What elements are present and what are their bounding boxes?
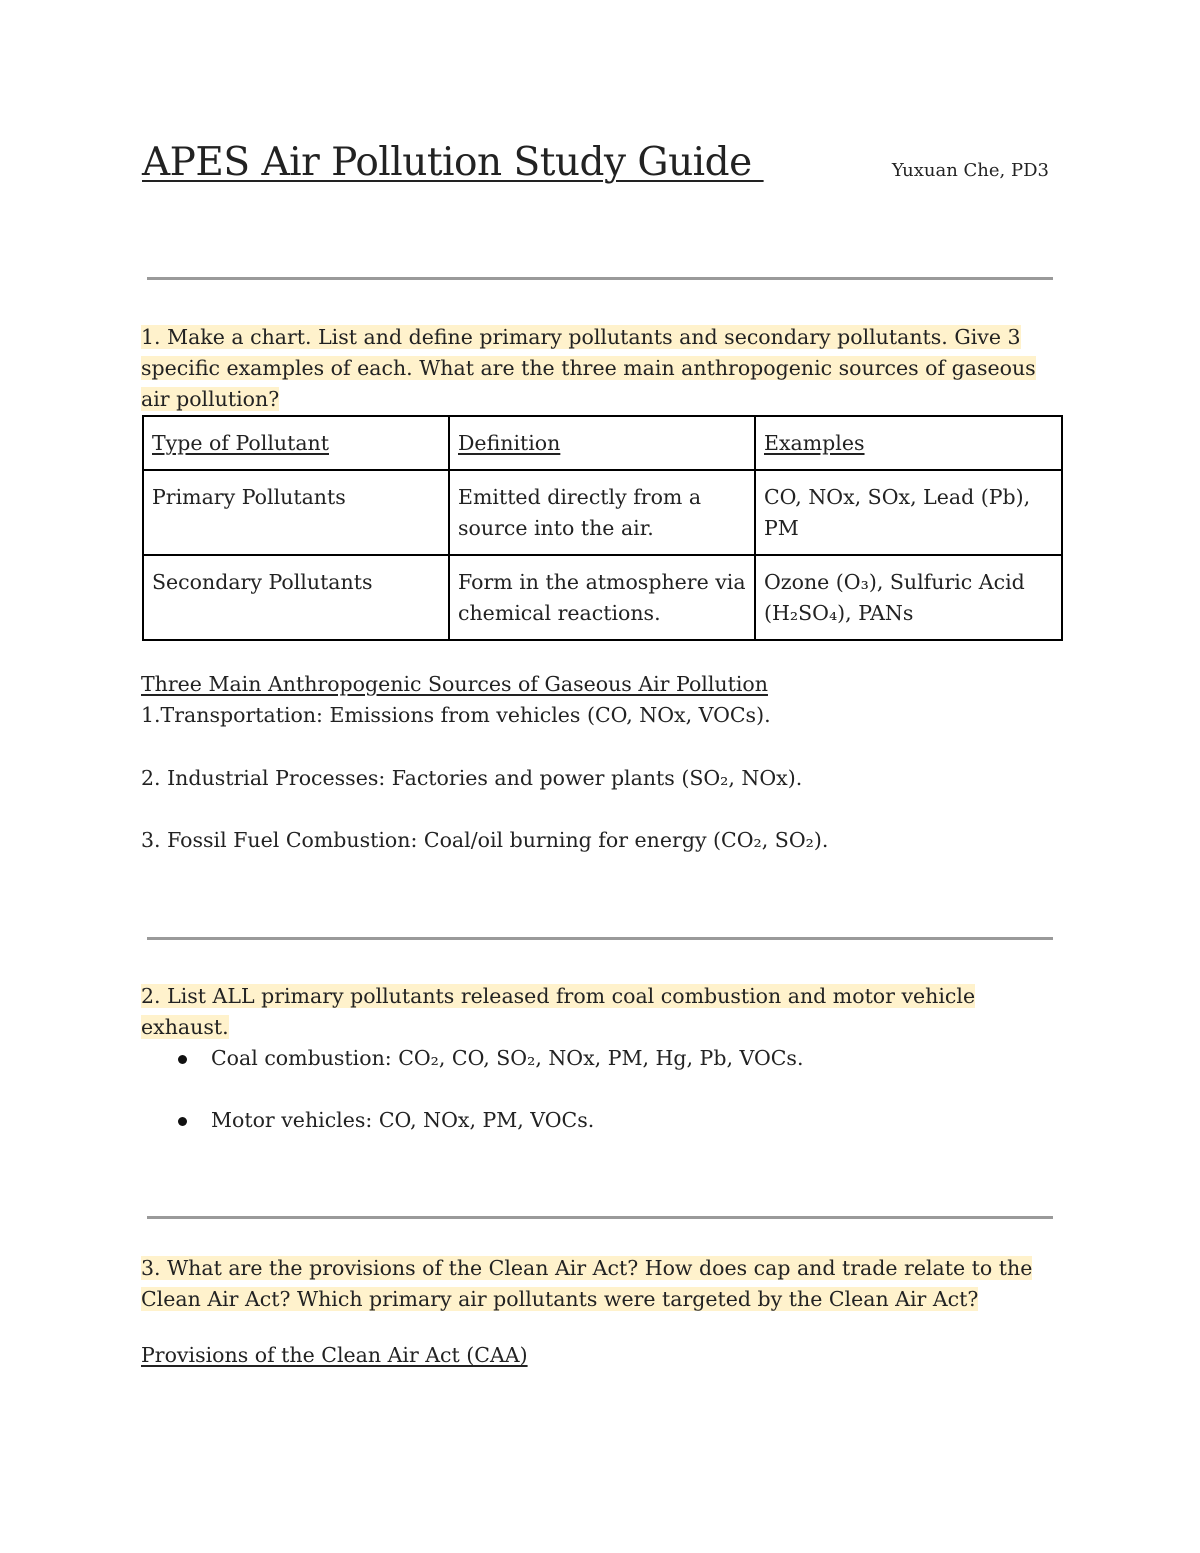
table-cell: Emitted directly from a source into the air.: [449, 470, 755, 555]
table-cell: Form in the atmosphere via chemical reactions.: [449, 555, 755, 640]
table-header: Type of Pollutant: [143, 416, 449, 470]
divider: [147, 937, 1053, 940]
author-name: Yuxuan Che, PD3: [891, 160, 1049, 181]
question-3: [141, 1253, 1061, 1315]
table-header: Definition: [449, 416, 755, 470]
question-3-prompt: 3. What are the provisions of the Clean Air Act? How does cap and trade relate to the Clean Air Act? Which primary air pollutants were targeted by the Clean Air Act?: [141, 1256, 1033, 1311]
table-cell: Secondary Pollutants: [143, 555, 449, 640]
bullet-item: Coal combustion: CO₂, CO, SO₂, NOx, PM, Hg, Pb, VOCs.: [211, 1046, 804, 1070]
bullet-dot-icon: [178, 1117, 187, 1126]
source-item: 2. Industrial Processes: Factories and power plants (SO₂, NOx).: [141, 766, 803, 790]
source-item: 1.Transportation: Emissions from vehicles (CO, NOx, VOCs).: [141, 703, 771, 727]
table-header: Examples: [755, 416, 1062, 470]
table-row: [143, 555, 1062, 640]
table-cell: Primary Pollutants: [143, 470, 449, 555]
page-title: APES Air Pollution Study Guide: [142, 140, 764, 185]
caa-subheading: Provisions of the Clean Air Act (CAA): [141, 1343, 528, 1367]
divider: [147, 277, 1053, 280]
question-1: [141, 322, 1061, 415]
table-cell: CO, NOx, SOx, Lead (Pb), PM: [755, 470, 1062, 555]
sources-heading: Three Main Anthropogenic Sources of Gaseous Air Pollution: [141, 672, 768, 696]
divider: [147, 1216, 1053, 1219]
bullet-item: Motor vehicles: CO, NOx, PM, VOCs.: [211, 1108, 595, 1132]
table-row: [143, 470, 1062, 555]
bullet-dot-icon: [178, 1055, 187, 1064]
source-item: 3. Fossil Fuel Combustion: Coal/oil burning for energy (CO₂, SO₂).: [141, 828, 829, 852]
table-header-row: [143, 416, 1062, 470]
pollutant-table: [142, 415, 1063, 641]
question-2: [141, 981, 1061, 1043]
question-2-prompt: 2. List ALL primary pollutants released from coal combustion and motor vehicle exhaust.: [141, 984, 976, 1039]
table-cell: Ozone (O₃), Sulfuric Acid (H₂SO₄), PANs: [755, 555, 1062, 640]
question-1-prompt: 1. Make a chart. List and define primary pollutants and secondary pollutants. Give 3 specific examples of each. What are the three main anthropogenic sources of gaseous air pollution?: [141, 325, 1036, 411]
